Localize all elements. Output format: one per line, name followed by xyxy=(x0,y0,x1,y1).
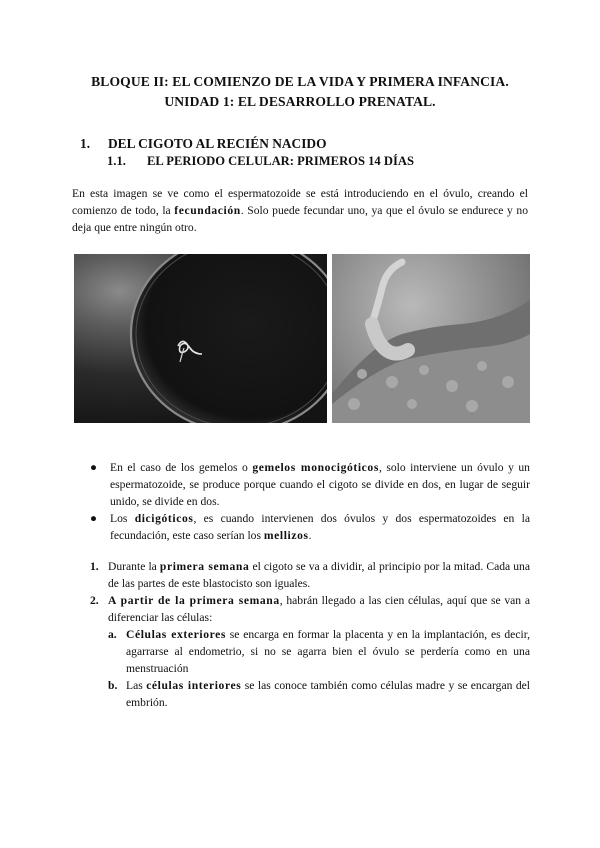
intro-text-after: . Solo puede fecundar uno, ya que el óvulo se endurece y no deja que entre ningún otro. xyxy=(72,204,528,234)
electron-micrograph-sperm-image xyxy=(332,254,530,423)
micrograph-ovum-sperm-image xyxy=(74,254,327,423)
intro-paragraph xyxy=(72,185,528,236)
list-item xyxy=(90,510,530,544)
sub-item-letter: b. xyxy=(108,679,118,692)
sub-item-letter: a. xyxy=(108,628,117,641)
bullet-text: , es cuando intervienen dos óvulos y dos espermatozoides en la fecundación, este caso serían los xyxy=(110,512,531,542)
list-item xyxy=(90,459,530,510)
section-number: 1. xyxy=(80,136,91,151)
item-text: el cigoto se va a dividir, al principio por la mitad. Cada una de las partes de este blastocisto son iguales. xyxy=(108,560,531,590)
bullet-text: En el caso de los gemelos o xyxy=(110,461,253,474)
bullet-bold-term: mellizos xyxy=(263,529,309,542)
list-item xyxy=(90,592,530,626)
sub-item-text: Las xyxy=(126,679,147,692)
sub-item-bold-term: Células exteriores xyxy=(126,628,226,641)
item-text: Durante la xyxy=(108,560,160,573)
intro-bold-term: fecundación xyxy=(174,204,241,217)
bullet-marker: ● xyxy=(90,512,98,525)
bullet-bold-term: dicigóticos xyxy=(134,512,194,525)
item-bold-term: primera semana xyxy=(159,560,250,573)
stages-numbered-list xyxy=(90,558,530,711)
bullet-text: . xyxy=(308,529,312,542)
bullet-text: , solo interviene un óvulo y un espermatozoide, se produce porque cuando el cigoto se divide en dos, en lugar de seguir unido, se divide en dos. xyxy=(110,461,530,508)
subsection-number: 1.1. xyxy=(107,154,126,168)
item-number: 2. xyxy=(90,594,99,607)
item-bold-term: A partir de la primera semana xyxy=(108,594,280,607)
intro-text-before: En esta imagen se ve como el espermatozoide se está introduciendo en el óvulo, creando el comienzo de todo, la xyxy=(72,187,528,217)
section-heading xyxy=(80,136,327,152)
photo-pair xyxy=(74,254,530,423)
item-text: , habrán llegado a las cien células, aquí que se van a diferenciar las células: xyxy=(108,594,530,624)
sub-item-text: se las conoce también como células madre y se encargan del embrión. xyxy=(126,679,531,709)
unit-header-line-2: UNIDAD 1: EL DESARROLLO PRENATAL. xyxy=(164,94,436,109)
bullet-text: Los xyxy=(110,512,135,525)
sub-list-item xyxy=(108,626,530,677)
unit-header-line-1: BLOQUE II: EL COMIENZO DE LA VIDA Y PRIMERA INFANCIA. xyxy=(91,74,509,89)
sub-list-item xyxy=(108,677,530,711)
list-item xyxy=(90,558,530,592)
bullet-bold-term: gemelos monocigóticos xyxy=(252,461,379,474)
bullet-marker: ● xyxy=(90,461,98,474)
section-title: DEL CIGOTO AL RECIÉN NACIDO xyxy=(108,136,327,151)
sub-item-bold-term: células interiores xyxy=(146,679,242,692)
item-number: 1. xyxy=(90,560,99,573)
sub-item-text: se encarga en formar la placenta y en la implantación, es decir, agarrarse al endometrio, si no se agarra bien el óvulo se perdería como en una menstruación xyxy=(126,628,530,675)
twins-bullet-list xyxy=(90,459,530,544)
subsection-heading xyxy=(107,154,414,169)
subsection-title: EL PERIODO CELULAR: PRIMEROS 14 DÍAS xyxy=(147,154,414,168)
